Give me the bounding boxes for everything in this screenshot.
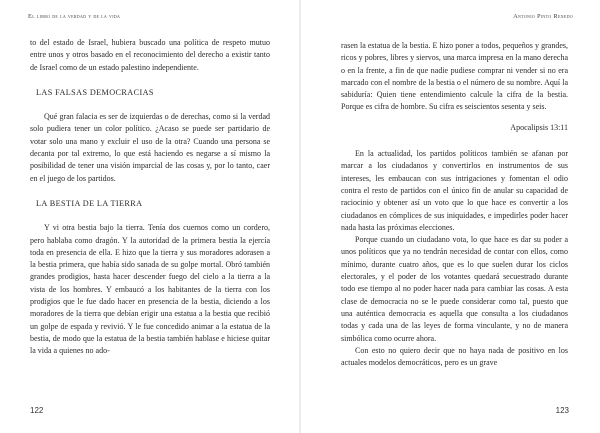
bible-reference: Apocalipsis 13:11 xyxy=(510,122,568,132)
right-page-body xyxy=(341,40,568,369)
page-number-left: 122 xyxy=(30,406,44,415)
paragraph: to del estado de Israel, hubiera buscado una política de respeto mutuo entre unos y otros basado en el reconocimiento del derecho a existir tanto de Israel como de un estado palestino independiente. xyxy=(30,38,270,72)
left-page-body xyxy=(30,37,270,358)
right-page xyxy=(301,0,600,433)
running-head-right: Antonio Pinto Renedo xyxy=(513,13,573,20)
paragraph: Y vi otra bestia bajo la tierra. Tenía dos cuernos como un cordero, pero hablaba como dragón. Y la autoridad de la primera bestia la ejercía toda en presencia de ella. E hizo que la tierra y sus moradores adorasen a la bestia primera, que había sido sanada de su golpe mortal. Obró también grandes prodigios, hasta hacer descender fuego del cielo a la tierra a la vista de los hombres. Y embaucó a los habitantes de la tierra con los prodigios que le fue dado hacer en presencia de la bestia, diciendo a los moradores de la tierra que debían erigir una estatua a la bestia que recibió un golpe de espada y revivió. Y le fue concedido animar a la estatua de la bestia, de modo que la estatua de la bestia también hablase e hiciese quitar la vida a quienes no ado- xyxy=(30,223,270,356)
section-title-bestia-de-la-tierra: LA BESTIA DE LA TIERRA xyxy=(36,198,143,208)
left-page xyxy=(0,0,299,433)
paragraph: Qué gran falacia es ser de izquierdas o de derechas, como si la verdad solo pudiera tener un color político. ¿Acaso se puede ser partidario de votar solo una mano y excluir el uso de la otra? Cuando una persona se decanta por tal extremo, lo que está haciendo es negarse a sí mismo la posibilidad de tener una visión imparcial de las cosas y, por lo tanto, caer en el juego de los partidos. xyxy=(30,112,270,183)
paragraph: Porque cuando un ciudadano vota, lo que hace es dar su poder a unos políticos que ya no tendrán necesidad de contar con ellos, como mínimo, durante cuatro años, que es lo que suelen durar los ciclos electorales, y el poder de los votantes quedará secuestrado durante todo ese tiempo al no poder hacer nada para cambiar las cosas. A esta clase de democracia no se le puede considerar como tal, puesto que una auténtica democracia es aquella que consulta a los ciudadanos todas y cada una de las leyes de forma vinculante, y no de manera simbólica como ocurre ahora. xyxy=(341,235,568,343)
running-head-left: El libro de la verdad y de la vida xyxy=(28,13,121,20)
paragraph: Con esto no quiero decir que no haya nada de positivo en los actuales modelos democráticos, pero es un grave xyxy=(341,345,568,368)
paragraph: En la actualidad, los partidos políticos también se afanan por marcar a los ciudadanos y convertirlos en instrumentos de sus intereses, les embaucan con sus intrigaciones y fomentan el odio contra el resto de partidos con el único fin de anular su capacidad de raciocinio y obtener así un voto que lo que hace es convertir a los ciudadanos en cómplices de sus iniquidades, e impedirles poder hacer nada hasta las próximas elecciones. xyxy=(341,149,568,232)
quote-continuation: rasen la estatua de la bestia. E hizo poner a todos, pequeños y grandes, ricos y pobres, libres y siervos, una marca impresa en la mano derecha o en la frente, a fin de que nadie pudiese comprar ni vender si no era marcado con el nombre de la bestia o el número de su nombre. Aquí la sabiduría: Quien tiene entendimiento calcule la cifra de la bestia. Porque es cifra de hombre. Su cifra es seiscientos sesenta y seis. xyxy=(341,41,568,112)
page-number-right: 123 xyxy=(555,406,569,415)
section-title-falsas-democracias: LAS FALSAS DEMOCRACIAS xyxy=(36,87,154,97)
